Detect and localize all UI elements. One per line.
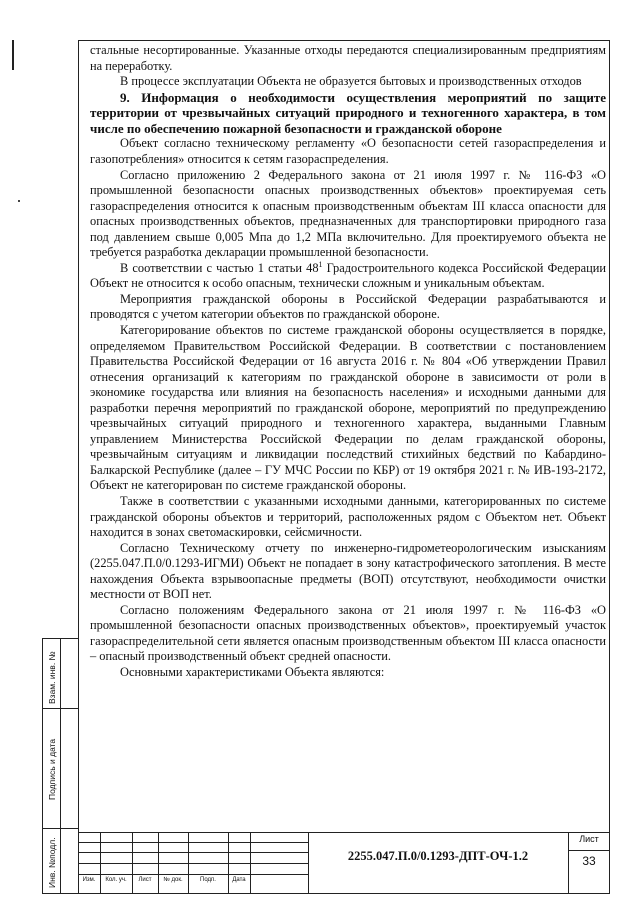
paragraph-2: В процессе эксплуатации Объекта не образуется бытовых и производственных отходов <box>120 74 582 89</box>
document-code: 2255.047.П.0/0.1293-ДПТ-ОЧ-1.2 <box>347 849 529 863</box>
scan-speck <box>18 200 20 202</box>
replace-inv-label: Взам. инв. № <box>47 651 57 704</box>
header-izm: Изм. <box>82 877 96 883</box>
paragraph-3: Объект согласно техническому регламенту «О безопасности сетей газораспределения и газопотребления» относится к сетям газораспределения. <box>90 136 606 166</box>
paragraph-5 <box>90 261 606 292</box>
paragraph-1: стальные несортированные. Указанные отходы передаются специализированным предприятиям на переработку. <box>90 43 606 73</box>
paragraph-9: Согласно Техническому отчету по инженерно-гидрометеорологическим изысканиям (2255.047.П.0/0.1293-ИГМИ) Объект не попадает в зону катастрофического затопления. В месте нахождения Объекта взрывоопасные предметы (ВОП) отсутствуют, необходимости очистки местности от ВОП нет. <box>90 540 606 602</box>
header-kol-uch: Кол. уч. <box>105 877 127 883</box>
sheet-number: 33 <box>582 854 596 868</box>
document-body <box>90 43 606 681</box>
paragraph-4: Согласно приложению 2 Федерального закона от 21 июля 1997 г. № 116-ФЗ «О промышленной безопасности опасных производственных объектов» проектируемая сеть газораспределения относится к опасным производственным объектам III класса опасности для опасных производственных объектов, предназначенных для транспортировки природного газа под давлением свыше 0,005 Мпа до 1,2 МПа включительно. Для проектируемого объекта не требуется разработка декларации промышленной безопасности. <box>90 167 606 260</box>
header-doc-num: № док. <box>163 877 183 883</box>
section-heading: 9. Информация о необходимости осуществления мероприятий по защите территории от чрезвычайных ситуаций природного и техногенного характера, в том числе по обеспечению пожарной безопасности и гражданской обороне <box>90 89 606 136</box>
paragraph-6: Мероприятия гражданской обороны в Российской Федерации разрабатываются и проводятся с учетом категории объектов по гражданской обороне. <box>90 291 606 322</box>
paragraph-11: Основными характеристиками Объекта являются: <box>120 665 385 680</box>
paragraph-8: Также в соответствии с указанными исходными данными, категорированных по системе гражданской обороны объектов и территорий, расположенных рядом с Объектом нет. Объект находится в зонах светомаскировки, сейсмичности. <box>90 494 606 540</box>
paragraph-10: Согласно положениям Федерального закона от 21 июля 1997 г. № 116-ФЗ «О промышленной безопасности опасных производственных объектов», проектируемый участок газораспределительной сети является опасным производственным объектом III класса опасности – опасный производственный объект средней опасности. <box>90 602 606 664</box>
binding-mark <box>12 40 14 70</box>
paragraph-7: Категорирование объектов по системе гражданской обороны осуществляется в порядке, определяемом Правительством Российской Федерации. В соответствии с постановлением Правительства Российской Федерации от 16 августа 2016 г. № 804 «Об утверждении Правил отнесения организаций к категориям по гражданской обороне в зависимости от роли в экономике государства или влияния на безопасность населения» и исходными данными для разработки перечня мероприятий по гражданской обороне, мероприятий по предупреждению чрезвычайных ситуаций природного и техногенного характера, выданными Главным управлением Министерства Российской Федерации по делам гражданской обороны, чрезвычайным ситуациям и ликвидации последствий стихийных бедствий по Кабардино-Балкарской Республике (далее – ГУ МЧС России по КБР) от 19 октября 2021 г. № ИВ-193-2172, Объект не категорирован по системе гражданской обороны. <box>90 322 606 493</box>
header-list: Лист <box>138 877 152 883</box>
paragraph-5-end: Градостроительного кодекса Российской Федерации Объект не относится к особо опасным, технически сложным и уникальным объектам. <box>90 260 606 291</box>
header-date: Дата <box>232 877 246 883</box>
inv-orig-label: Инв. №подл. <box>47 837 57 888</box>
sheet-label: Лист <box>579 834 599 844</box>
sign-date-label: Подпись и дата <box>47 738 57 800</box>
header-sign: Подп. <box>200 877 216 883</box>
superscript: 1 <box>318 259 323 269</box>
paragraph-5-start: В соответствии с частью 1 статьи 48 <box>120 260 319 275</box>
